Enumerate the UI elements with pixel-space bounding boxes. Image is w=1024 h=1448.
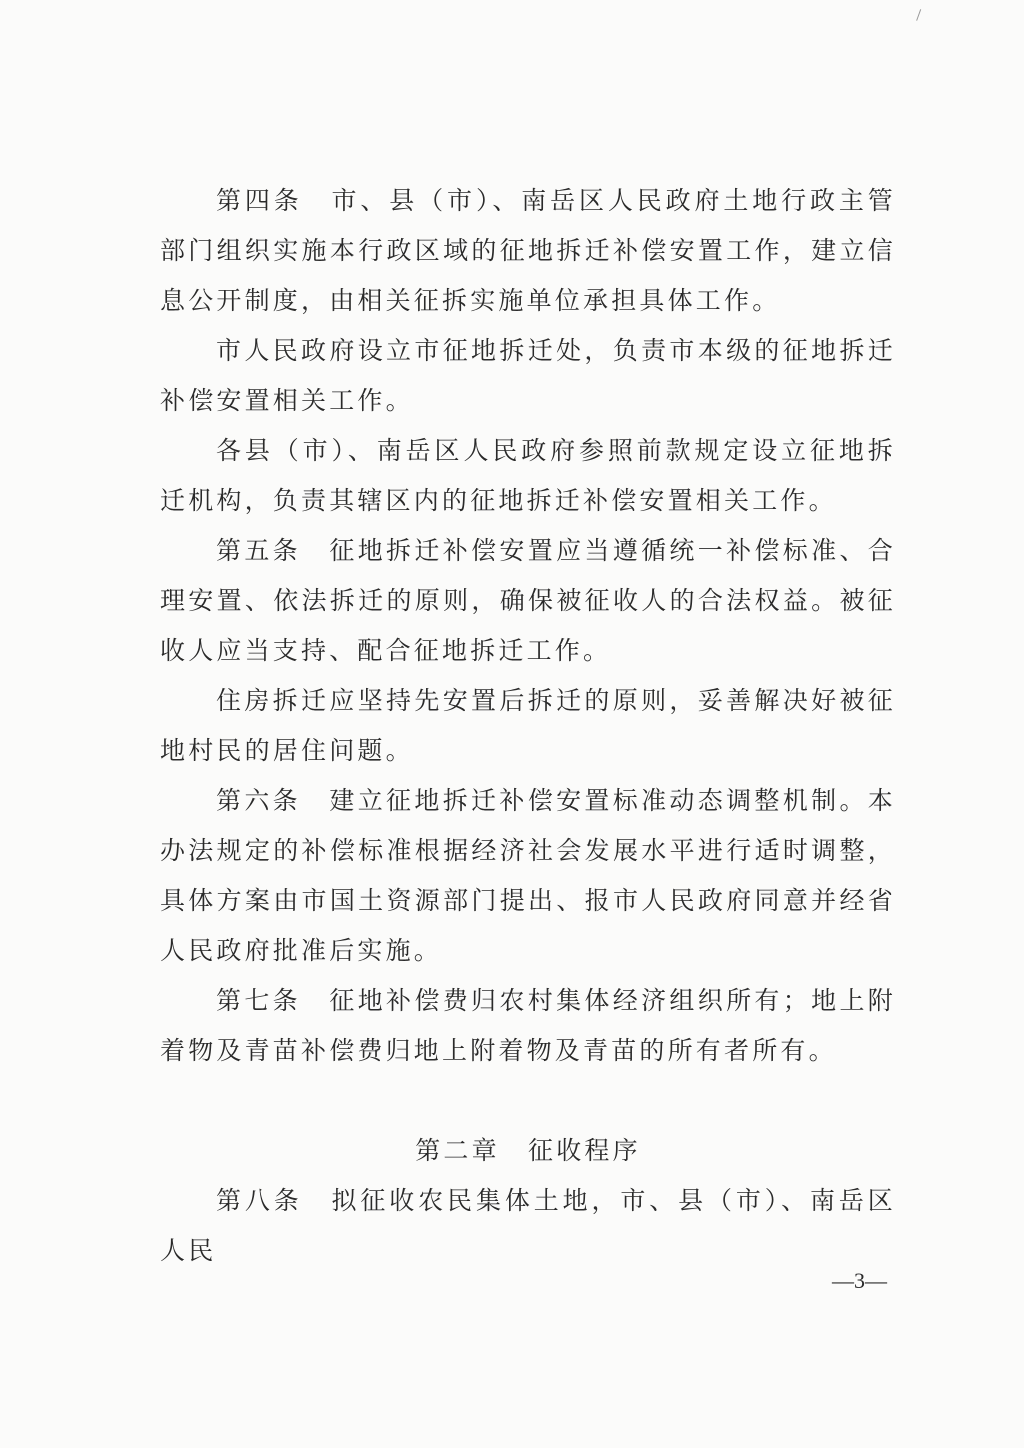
article-6-paragraph: 第六条 建立征地拆迁补偿安置标准动态调整机制。本办法规定的补偿标准根据经济社会发展水平进行适时调整，具体方案由市国土资源部门提出、报市人民政府同意并经省人民政府批准后实施。 [160, 786, 896, 965]
document-body [160, 176, 896, 1276]
article-7-paragraph: 第七条 征地补偿费归农村集体经济组织所有；地上附着物及青苗补偿费归地上附着物及青苗的所有者所有。 [160, 986, 896, 1065]
chapter-heading: 第二章 征收程序 [415, 1136, 641, 1165]
city-office-paragraph: 市人民政府设立市征地拆迁处，负责市本级的征地拆迁补偿安置相关工作。 [160, 336, 896, 415]
article-5-paragraph: 第五条 征地拆迁补偿安置应当遵循统一补偿标准、合理安置、依法拆迁的原则，确保被征收人的合法权益。被征收人应当支持、配合征地拆迁工作。 [160, 536, 896, 665]
section-spacer [160, 1076, 896, 1126]
scan-mark [916, 9, 927, 23]
article-4-paragraph: 第四条 市、县（市）、南岳区人民政府土地行政主管部门组织实施本行政区域的征地拆迁补偿安置工作，建立信息公开制度，由相关征拆实施单位承担具体工作。 [160, 186, 896, 315]
housing-relocation-paragraph: 住房拆迁应坚持先安置后拆迁的原则，妥善解决好被征地村民的居住问题。 [160, 686, 896, 765]
article-8-paragraph: 第八条 拟征收农民集体土地，市、县（市）、南岳区人民 [160, 1186, 896, 1265]
county-office-paragraph: 各县（市）、南岳区人民政府参照前款规定设立征地拆迁机构，负责其辖区内的征地拆迁补偿安置相关工作。 [160, 436, 896, 515]
page-number: —3— [832, 1268, 887, 1293]
